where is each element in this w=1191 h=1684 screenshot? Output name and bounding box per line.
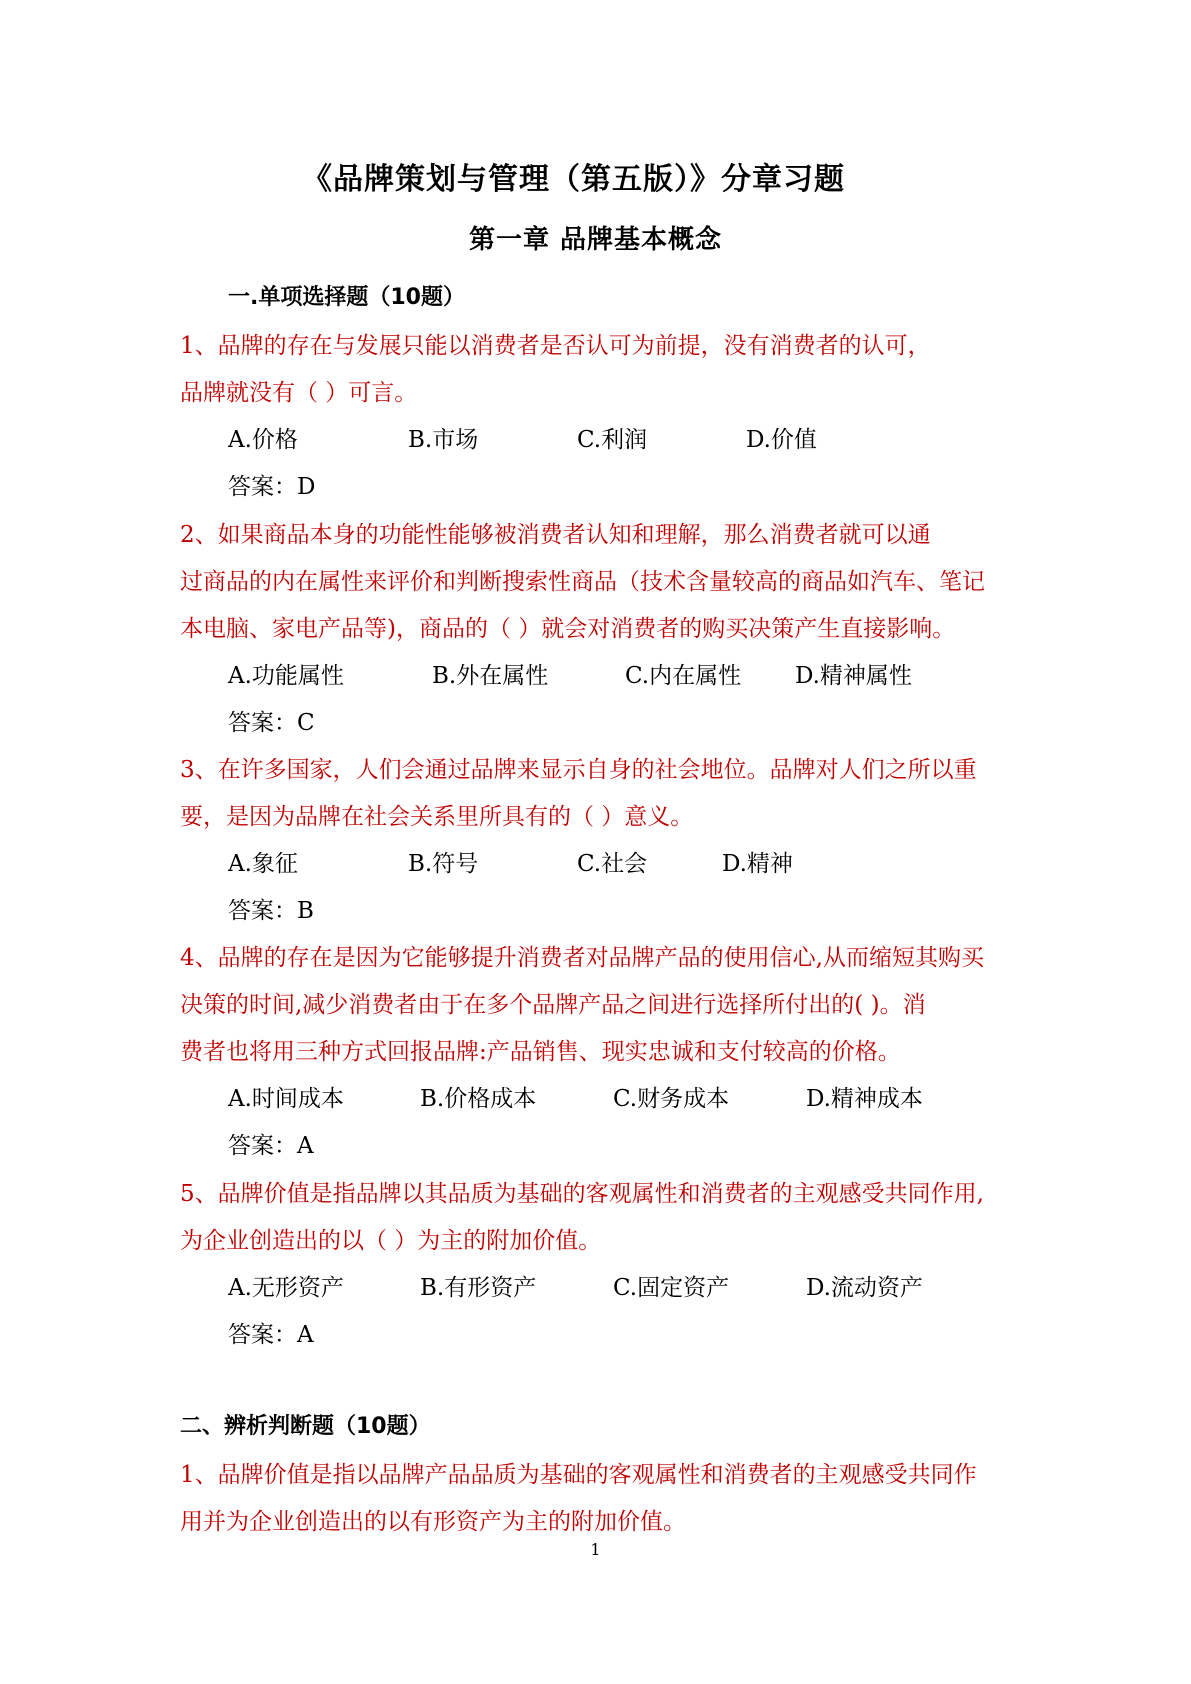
question-3-line-1: 3、在许多国家，人们会通过品牌来显示自身的社会地位。品牌对人们之所以重 bbox=[180, 757, 977, 783]
section-heading-multiple-choice: 一.单项选择题（10题） bbox=[228, 285, 465, 310]
question-4-option-b: B.价格成本 bbox=[420, 1086, 537, 1112]
question-4-option-c: C.财务成本 bbox=[613, 1086, 730, 1112]
judgement-1-line-2: 用并为企业创造出的以有形资产为主的附加价值。 bbox=[180, 1509, 686, 1535]
question-1-line-1: 1、品牌的存在与发展只能以消费者是否认可为前提，没有消费者的认可， bbox=[180, 333, 931, 359]
question-3-option-b: B.符号 bbox=[408, 851, 479, 877]
question-3-option-d: D.精神 bbox=[722, 851, 793, 877]
question-2-option-b: B.外在属性 bbox=[432, 663, 549, 689]
question-3-option-c: C.社会 bbox=[577, 851, 648, 877]
question-5-option-a: A.无形资产 bbox=[228, 1275, 344, 1301]
chapter-heading: 第一章 品牌基本概念 bbox=[468, 225, 723, 255]
question-5-line-2: 为企业创造出的以（ ）为主的附加价值。 bbox=[180, 1228, 602, 1254]
question-5-option-b: B.有形资产 bbox=[420, 1275, 537, 1301]
question-4-line-1: 4、品牌的存在是因为它能够提升消费者对品牌产品的使用信心,从而缩短其购买 bbox=[180, 945, 984, 971]
question-5-line-1: 5、品牌价值是指品牌以其品质为基础的客观属性和消费者的主观感受共同作用, bbox=[180, 1181, 984, 1207]
question-5-option-c: C.固定资产 bbox=[613, 1275, 730, 1301]
page-number: 1 bbox=[590, 1540, 601, 1559]
question-4-option-d: D.精神成本 bbox=[806, 1086, 923, 1112]
question-2-option-a: A.功能属性 bbox=[228, 663, 344, 689]
question-2-line-2: 过商品的内在属性来评价和判断搜索性商品（技术含量较高的商品如汽车、笔记 bbox=[180, 569, 985, 595]
question-1-option-a: A.价格 bbox=[228, 427, 298, 453]
question-4-answer: 答案：A bbox=[228, 1133, 314, 1159]
question-4-line-2: 决策的时间,减少消费者由于在多个品牌产品之间进行选择所付出的( )。消 bbox=[180, 992, 926, 1018]
question-3-answer: 答案：B bbox=[228, 898, 314, 924]
question-2-line-3: 本电脑、家电产品等)，商品的（ ）就会对消费者的购买决策产生直接影响。 bbox=[180, 616, 956, 642]
question-3-line-2: 要，是因为品牌在社会关系里所具有的（ ）意义。 bbox=[180, 804, 694, 830]
question-2-option-c: C.内在属性 bbox=[625, 663, 742, 689]
question-3-option-a: A.象征 bbox=[228, 851, 298, 877]
question-1-line-2: 品牌就没有（ ）可言。 bbox=[180, 380, 418, 406]
question-1-option-c: C.利润 bbox=[577, 427, 648, 453]
question-5-option-d: D.流动资产 bbox=[806, 1275, 923, 1301]
question-2-line-1: 2、如果商品本身的功能性能够被消费者认知和理解，那么消费者就可以通 bbox=[180, 522, 931, 548]
question-1-answer: 答案：D bbox=[228, 474, 316, 500]
question-2-answer: 答案：C bbox=[228, 710, 315, 736]
question-4-option-a: A.时间成本 bbox=[228, 1086, 344, 1112]
question-1-option-b: B.市场 bbox=[408, 427, 479, 453]
question-4-line-3: 费者也将用三种方式回报品牌:产品销售、现实忠诚和支付较高的价格。 bbox=[180, 1039, 901, 1065]
question-1-option-d: D.价值 bbox=[746, 427, 817, 453]
question-5-answer: 答案：A bbox=[228, 1322, 314, 1348]
question-2-option-d: D.精神属性 bbox=[795, 663, 912, 689]
section-heading-judgement: 二、辨析判断题（10题） bbox=[180, 1414, 431, 1439]
document-title: 《品牌策划与管理（第五版）》分章习题 bbox=[302, 162, 845, 197]
judgement-1-line-1: 1、品牌价值是指以品牌产品品质为基础的客观属性和消费者的主观感受共同作 bbox=[180, 1462, 977, 1488]
